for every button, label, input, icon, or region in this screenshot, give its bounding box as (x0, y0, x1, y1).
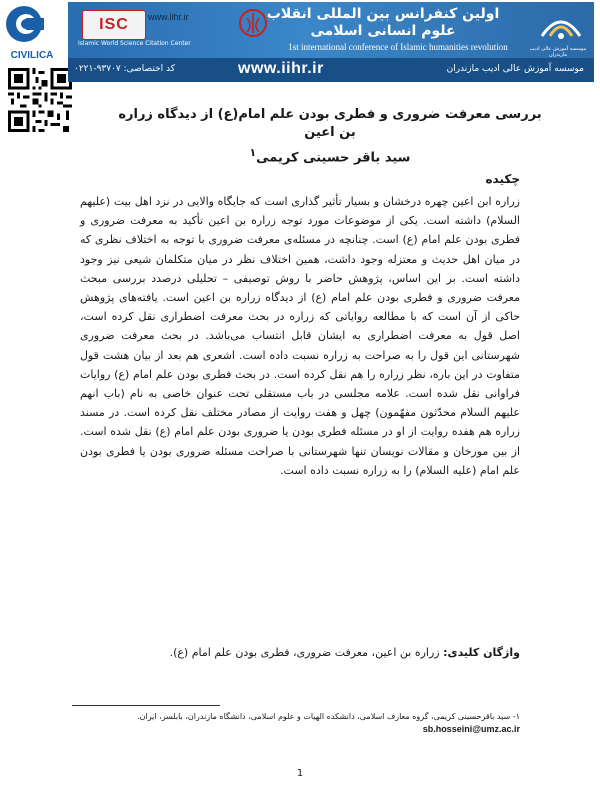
footnote-divider (72, 705, 220, 706)
footnote (80, 710, 520, 736)
footnote-text: سید باقرحسینی کریمی، گروه معارف اسلامی، دانشکده الهیات و علوم اسلامی، دانشگاه مازندران، بابلسر، ایران. (137, 712, 511, 721)
institute-logo-icon (538, 6, 584, 46)
author-email[interactable]: sb.hosseini@umz.ac.ir (422, 724, 520, 734)
banner-url: www.iihr.ir (148, 12, 189, 22)
isc-logo[interactable]: ISC (82, 10, 146, 40)
civilica-label: CIVILICA (10, 50, 54, 61)
isc-caption: Islamic World Science Citation Center (78, 40, 191, 47)
conference-code: کد اختصاصی: ۹۳۷۰۷-۰۲۲۱ (74, 64, 175, 74)
keywords (80, 643, 520, 662)
conference-title-fa: اولین کنفرانس بین المللی انقلاب علوم انسانی اسلامی (266, 6, 500, 39)
qr-code-icon[interactable] (8, 68, 72, 132)
civilica-c-icon (4, 4, 44, 44)
institute-caption: موسسه آموزش عالی ادیب مازندران (529, 46, 587, 58)
conference-title-en: 1st international conference of Islamic humanities revolution (288, 42, 508, 52)
abstract-body: زراره ابن اعین چهره درخشان و بسیار تأثیر گذاری است که جایگاه والایی در نزد اهل بیت (علیهم السلام) داشته است. یکی از موضوعات مورد توجه زراره بن اعین تأکید به معرفت ضروری و فطری بودن علم امام (ع) است. چنانچه در مسئله‌ی معرفت ضروری با توجه به اختلاف نظری که در میان اهل حدیث و معتزله وجود داشت، همین اختلاف نظر در میان متکلمان شیعی نیز وجود داشته است. بر این اساس، پژوهش حاضر با روش توصیفی – تحلیلی درصدد بررسی مبحث معرفت ضروری و فطری بودن علم امام (ع) از دیدگاه زراره بن اعین است. یافته‌های پژوهش حاکی از آن است که با مطالعه روایاتی که زراره در بحث معرفت اضطراری نقل کرده است، اصل قول به معرفت اضطراری به ایشان قابل انتساب می‌باشد. در بحث معرفت ضروری شهرستانی این قول را به صراحت به زراره نسبت داده است. اشعری هم بعد از بیان هشت قول متفاوت در این باره، نظر زراره را هم نقل کرده است. در بحث فطری بودن علم امام (ع) روایات فراوانی نقل شده است. علامه مجلسی در باب مستقلی تحت عنوان خاصی به نام (باب انهم علیهم السلام محدّثون مفهّمون) چهل و هفت روایت از مصادر مختلف نقل کرده است. در مسند زراره هم هفده روایت از او در مسئله فطری بودن یا ضروری بودن علم امام (ع) نقل شده است. از بین مورخان و مقالات نویسان تنها شهرستانی با صراحت مسئله ضروری بودن یا فطری بودن علم امام (علیه السلام) را به زراره نسبت داده است. (80, 195, 520, 477)
keywords-label: واژگان کلیدی: (443, 646, 520, 659)
civilica-logo[interactable] (4, 4, 60, 62)
abstract-heading: چکیده (485, 172, 520, 186)
footnote-mark: ۱- (512, 712, 520, 721)
author-line (110, 146, 550, 165)
page-number: 1 (296, 768, 304, 779)
conference-website[interactable]: www.iihr.ir (238, 60, 324, 77)
paper-title: بررسی معرفت ضروری و فطری بودن علم امام(ع) از دیدگاه زراره بن اعین (118, 107, 542, 140)
author-footnote-mark: ۱ (249, 146, 257, 159)
conference-banner (68, 2, 594, 82)
institute-name: موسسه آموزش عالی ادیب مازندران (446, 64, 584, 74)
keywords-list: زراره بن اعین، معرفت ضروری، فطری بودن علم امام (ع). (169, 646, 440, 659)
author-name: سید باقر حسینی کریمی (256, 150, 411, 166)
